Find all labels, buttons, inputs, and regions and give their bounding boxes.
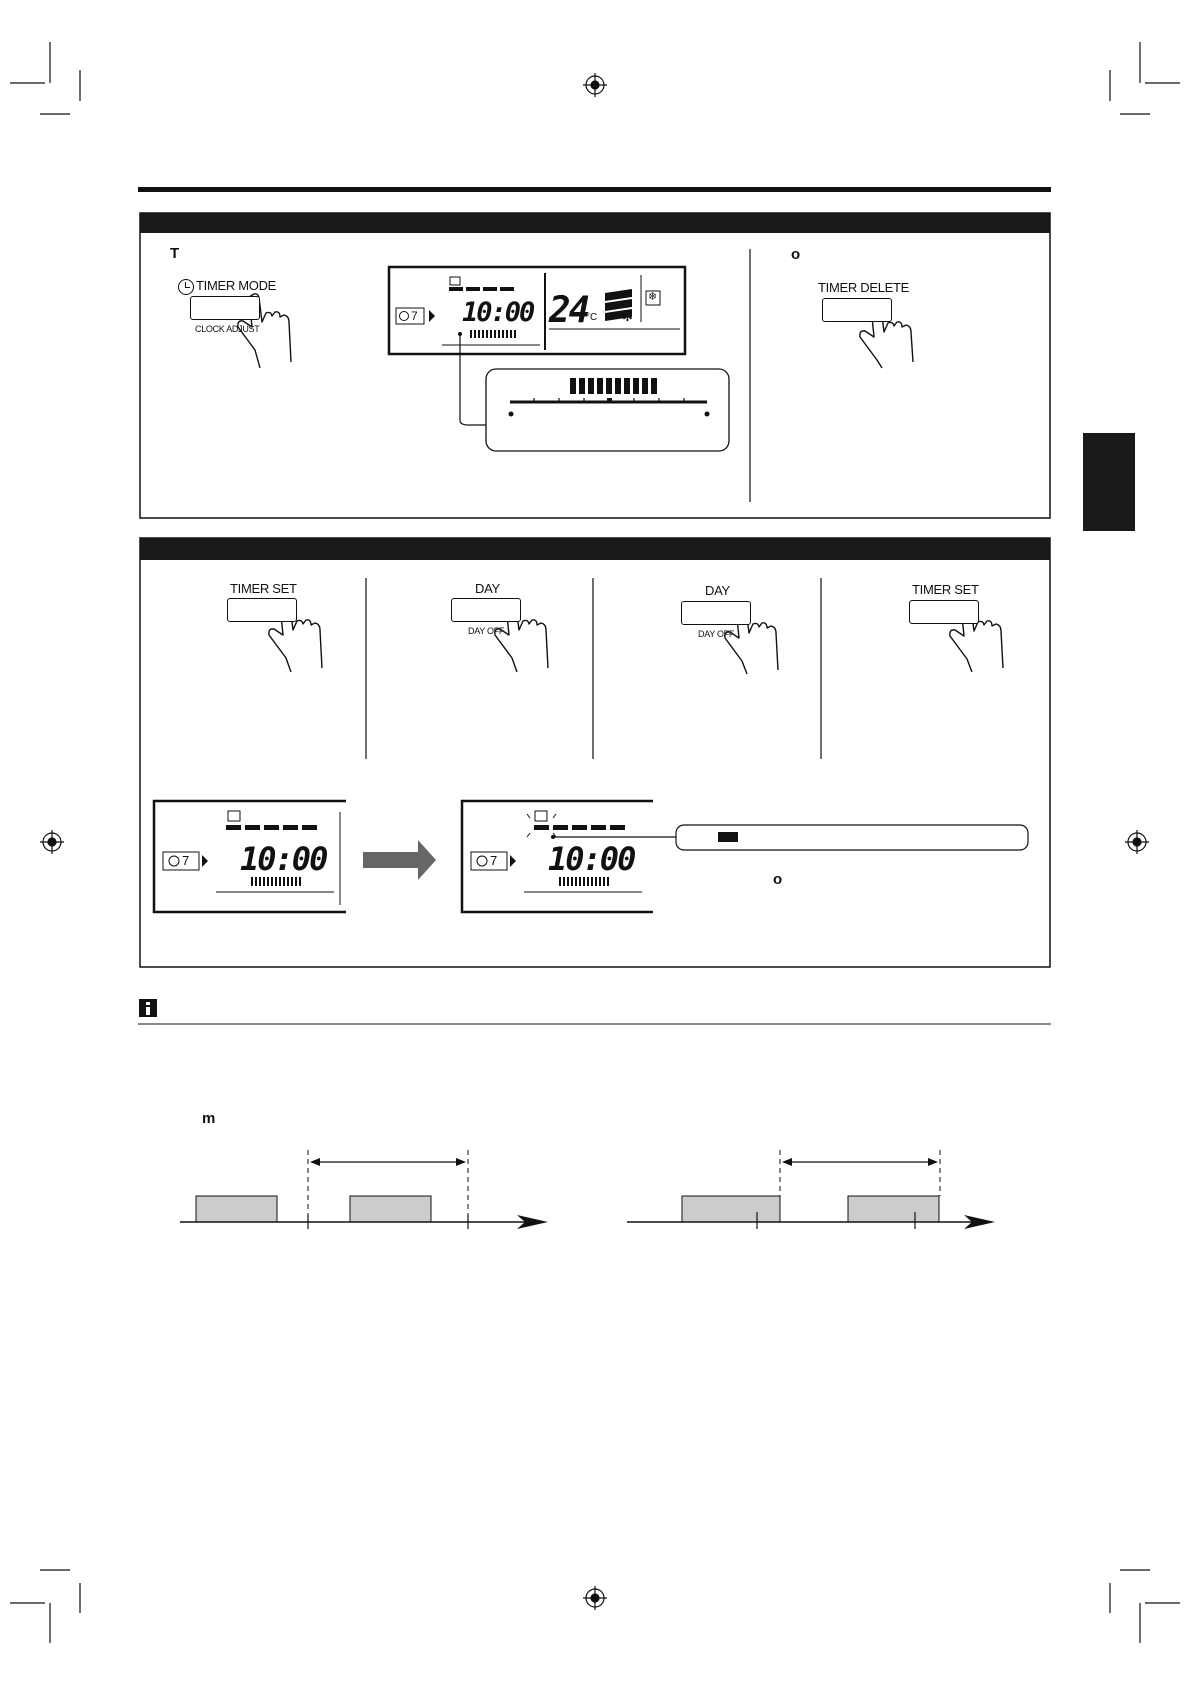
step4-timer-set-button[interactable]: [909, 600, 979, 624]
step-marker-o: o: [791, 246, 801, 263]
step4-timer-set-label: TIMER SET: [912, 582, 979, 597]
top-rule: [138, 187, 1051, 192]
lcd-before-day-badge: 7: [182, 853, 190, 868]
step3-day-button[interactable]: [681, 601, 751, 625]
lcd-before-time: 10:00: [240, 840, 327, 878]
side-tab: [1083, 433, 1135, 531]
step2-day-button[interactable]: [451, 598, 521, 622]
timer-mode-button[interactable]: [190, 296, 260, 320]
section1-frame: [140, 213, 1050, 518]
section1-header-bar: [140, 213, 1050, 233]
step-marker-m: m: [202, 1110, 216, 1127]
lcd-time: 10:00: [462, 297, 534, 328]
timer-delete-label: TIMER DELETE: [818, 280, 910, 295]
timer-delete-button[interactable]: [822, 298, 892, 322]
step3-day-label: DAY: [705, 583, 730, 598]
timeline-diagram-right: [627, 1150, 995, 1229]
transition-arrow: [363, 840, 436, 880]
snowflake-icon: ❄: [648, 291, 658, 303]
step1-timer-set-button[interactable]: [227, 598, 297, 622]
step2-day-label: DAY: [475, 581, 500, 596]
step3-day-off-label: DAY OFF: [698, 629, 735, 639]
step-marker-t: T: [170, 245, 180, 262]
step-marker-o-2: o: [773, 871, 783, 888]
lcd-temp-unit: °C: [586, 312, 598, 323]
section1-lcd: [389, 267, 685, 354]
clock-icon: [178, 279, 194, 295]
timeline-diagram-left: [180, 1150, 548, 1230]
fan-icon: ✻: [622, 309, 633, 324]
lcd-after-time: 10:00: [548, 840, 635, 878]
section2-header-bar: [140, 538, 1050, 560]
step2-day-off-label: DAY OFF: [468, 626, 505, 636]
lcd-day-badge: 7: [411, 309, 418, 323]
clock-adjust-label: CLOCK ADJUST: [195, 324, 260, 334]
timer-mode-label: TIMER MODE: [196, 278, 277, 293]
step1-timer-set-label: TIMER SET: [230, 581, 297, 596]
lcd-temperature: 24: [549, 290, 589, 331]
lcd-after-day-badge: 7: [490, 853, 498, 868]
